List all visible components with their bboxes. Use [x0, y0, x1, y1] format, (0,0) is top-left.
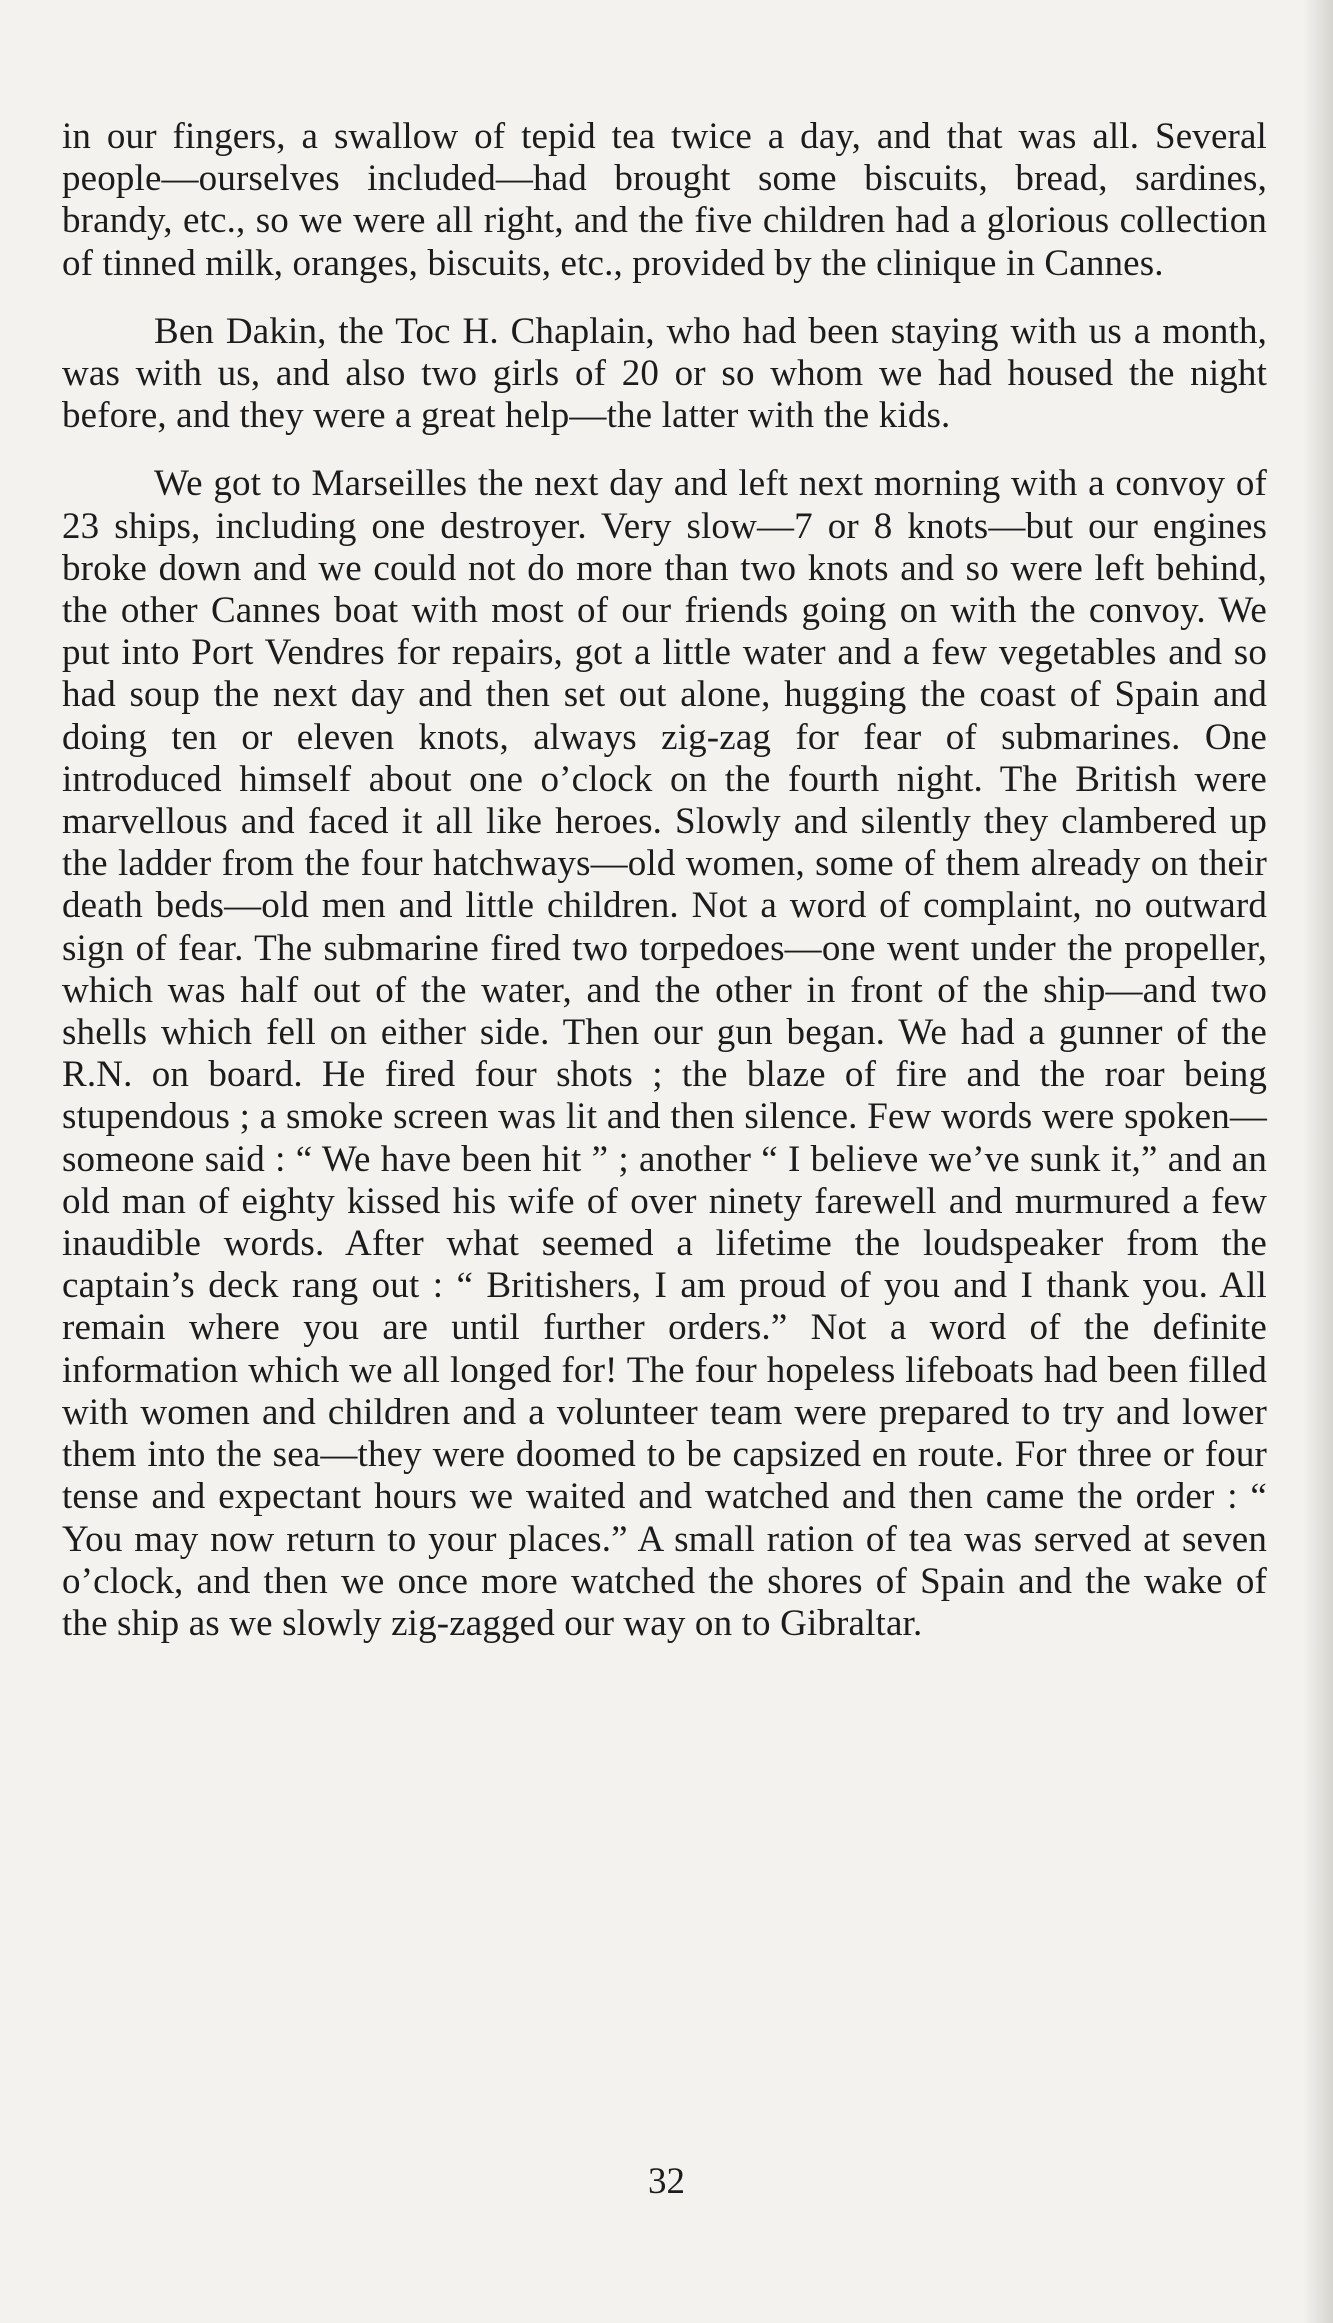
page-edge-shadow — [1303, 0, 1333, 2323]
paragraph-1: in our fingers, a swallow of tepid tea twice a day, and that was all. Several people—ourselves included—had brought some biscuits, bread, sardines, brandy, etc., so we were all right, and the five children had a glorious collection of tinned milk, oranges, biscuits, etc., provided by the clinique in Cannes. — [62, 116, 1267, 284]
paragraph-3: We got to Marseilles the next day and left next morning with a convoy of 23 ships, including one destroyer. Very slow—7 or 8 knots—but our engines broke down and we could not do more than two knots and so were left behind, the other Cannes boat with most of our friends going on with the convoy. We put into Port Vendres for repairs, got a little water and a few vegetables and so had soup the next day and then set out alone, hugging the coast of Spain and doing ten or eleven knots, always zig-zag for fear of submarines. One introduced himself about one o’clock on the fourth night. The British were marvellous and faced it all like heroes. Slowly and silently they clambered up the ladder from the four hatchways—old women, some of them already on their death beds—old men and little children. Not a word of complaint, no outward sign of fear. The submarine fired two torpedoes—one went under the propeller, which was half out of the water, and the other in front of the ship—and two shells which fell on either side. Then our gun began. We had a gunner of the R.N. on board. He fired four shots ; the blaze of fire and the roar being stupendous ; a smoke screen was lit and then silence. Few words were spoken—someone said : “ We have been hit ” ; another “ I believe we’ve sunk it,” and an old man of eighty kissed his wife of over ninety farewell and murmured a few inaudible words. After what seemed a lifetime the loudspeaker from the captain’s deck rang out : “ Britishers, I am proud of you and I thank you. All remain where you are until further orders.” Not a word of the definite information which we all longed for! The four hopeless lifeboats had been filled with women and children and a volunteer team were prepared to try and lower them into the sea—they were doomed to be capsized en route. For three or four tense and expectant hours we waited and watched and then came the order : “ You may now return to your places.” A small ration of tea was served at seven o’clock, and then we once more watched the shores of Spain and the wake of the ship as we slowly zig-zagged our way on to Gibraltar. — [62, 463, 1267, 1644]
body-text — [62, 116, 1267, 1645]
page-number: 32 — [648, 2161, 685, 2202]
paragraph-2: Ben Dakin, the Toc H. Chaplain, who had been staying with us a month, was with us, and also two girls of 20 or so whom we had housed the night before, and they were a great help—the latter with the kids. — [62, 310, 1267, 437]
